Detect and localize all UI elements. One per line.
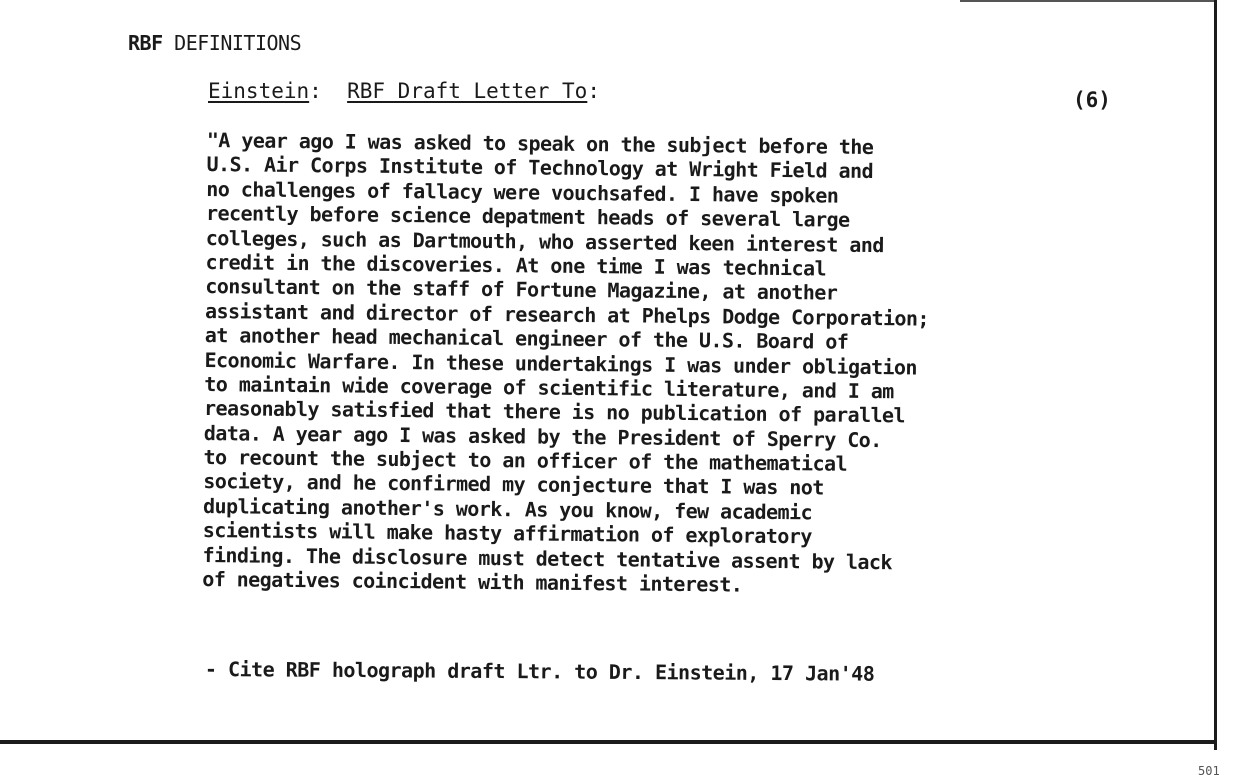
- page-number: (6): [1073, 88, 1111, 112]
- body-line: society, and he confirmed my conjecture that I was not: [203, 469, 824, 500]
- header-prefix: RBF: [128, 31, 163, 55]
- entry-source-suffix: :: [587, 79, 600, 103]
- body-line: duplicating another's work. As you know, few academic: [202, 493, 813, 525]
- right-border: [1214, 0, 1217, 750]
- entry-term-separator: :: [309, 79, 322, 103]
- body-line: scientists will make hasty affirmation of exploratory: [202, 518, 812, 549]
- entry-subhead: [208, 79, 600, 103]
- entry-term: Einstein: [208, 79, 310, 103]
- quotation-body: [202, 128, 1117, 601]
- body-line: reasonably satisfied that there is no publication of parallel: [203, 396, 906, 428]
- body-line: to maintain wide coverage of scientific literature, and I am: [204, 371, 894, 404]
- citation-line: - Cite RBF holograph draft Ltr. to Dr. Einstein, 17 Jan'48: [204, 657, 875, 686]
- body-line: "A year ago I was asked to speak on the subject before the: [206, 128, 874, 159]
- body-line: colleges, such as Dartmouth, who asserted keen interest and: [205, 225, 884, 257]
- bottom-border: [0, 740, 1217, 744]
- body-line: Economic Warfare. In these undertakings I was under obligation: [204, 347, 918, 379]
- document-header: [128, 31, 301, 55]
- body-line: data. A year ago I was asked by the President of Sperry Co.: [203, 420, 882, 452]
- body-line: U.S. Air Corps Institute of Technology at Wright Field and: [206, 152, 874, 184]
- body-line: no challenges of fallacy were vouchsafed. I have spoken: [206, 176, 839, 208]
- body-line: of negatives coincident with manifest interest.: [202, 567, 743, 597]
- body-line: at another head mechanical engineer of the U.S. Board of: [204, 323, 849, 354]
- body-line: assistant and director of research at Phelps Dodge Corporation;: [204, 298, 930, 331]
- body-line: to recount the subject to an officer of the mathematical: [203, 445, 848, 476]
- header-title: DEFINITIONS: [174, 31, 302, 55]
- top-border-fragment: [960, 0, 1214, 2]
- corner-page-mark: 501: [1198, 764, 1220, 775]
- entry-source: RBF Draft Letter To: [347, 79, 588, 103]
- body-line: consultant on the staff of Fortune Magazine, at another: [205, 274, 838, 305]
- body-line: recently before science depatment heads of several large: [205, 201, 850, 232]
- body-line: finding. The disclosure must detect tentative assent by lack: [202, 542, 893, 574]
- body-line: credit in the discoveries. At one time I was technical: [205, 249, 827, 281]
